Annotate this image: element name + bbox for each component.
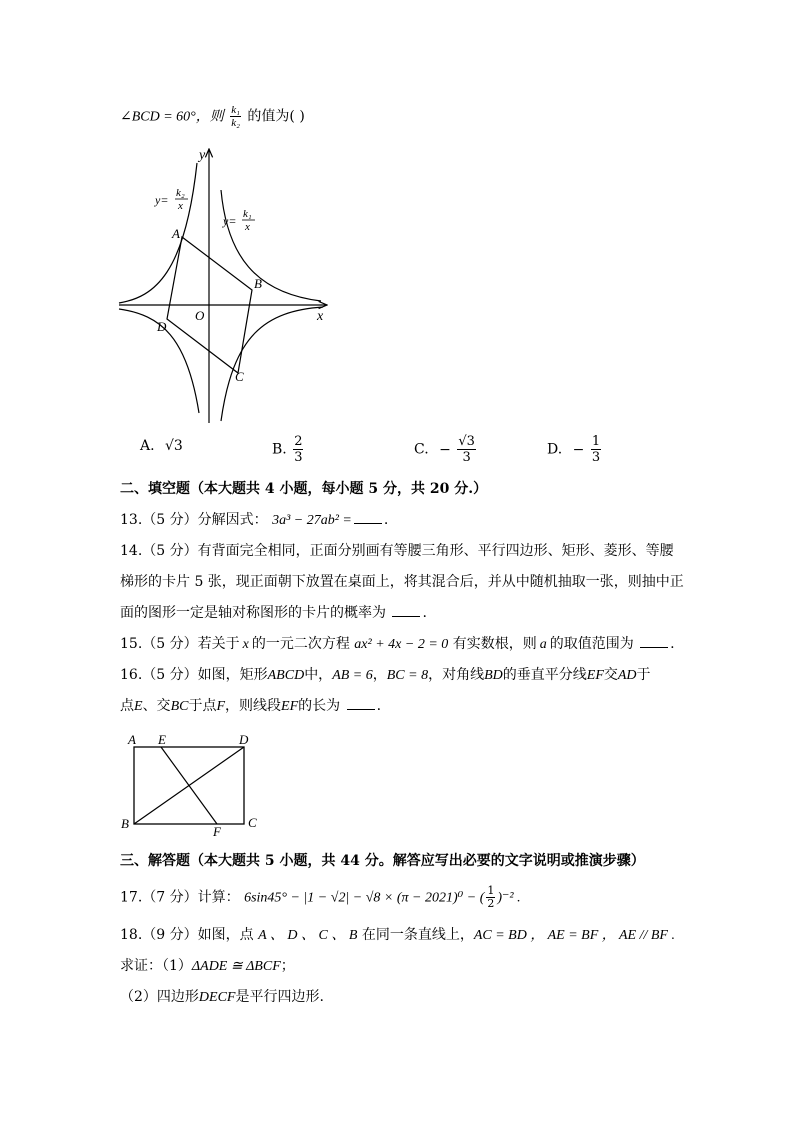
q14-end: . xyxy=(422,605,427,621)
option-b[interactable] xyxy=(272,434,305,465)
q16-ab: AB = 6 xyxy=(332,668,373,683)
q14-line1: 14.（5 分）有背面完全相同，正面分别画有等腰三角形、平行四边形、矩形、菱形、等腰 xyxy=(120,543,674,559)
point-d-label: D xyxy=(157,319,167,334)
option-c[interactable] xyxy=(414,434,478,465)
y-axis-label: y xyxy=(199,148,206,163)
point-a-label: A xyxy=(172,226,180,241)
q15-text2: 的一元二次方程 xyxy=(251,636,350,652)
q16-line2a: 点 xyxy=(120,698,134,714)
q16-e: E xyxy=(134,699,143,714)
option-a[interactable] xyxy=(140,438,183,454)
rect-label-f: F xyxy=(213,824,221,839)
q13-expr: 3a³ − 27ab² = xyxy=(272,513,352,528)
q15-text1: 15.（5 分）若关于 xyxy=(120,636,240,652)
q15-equation: ax² + 4x − 2 = 0 xyxy=(354,637,449,652)
q16-ef2: EF xyxy=(281,699,299,714)
option-a-label: A. xyxy=(140,438,155,454)
option-d-fraction xyxy=(591,434,601,465)
point-b-label: B xyxy=(254,276,262,291)
q16-line2b: 、交 xyxy=(142,698,171,714)
origin-label: O xyxy=(195,308,205,323)
q18-congruence: ΔADE ≅ ΔBCF xyxy=(191,959,281,974)
q16-line1d: 的垂直平分线 xyxy=(502,667,587,683)
option-b-label: B. xyxy=(272,441,287,458)
q12-line xyxy=(120,104,305,129)
q18-points: A 、 D 、 C 、 B xyxy=(258,928,358,943)
curve-right-den: x xyxy=(245,221,250,233)
option-c-fraction xyxy=(457,434,476,465)
curve-left-eq: y= xyxy=(155,193,169,207)
q16-line1e: 交 xyxy=(603,667,618,683)
rect-label-c: C xyxy=(248,815,257,830)
q13-end: . xyxy=(383,512,389,528)
q16-bc2: BC xyxy=(170,699,189,714)
q18-line3a: （2）四边形 xyxy=(120,989,199,1005)
q12-fraction xyxy=(230,104,241,129)
option-d-label: D. xyxy=(547,441,563,458)
q16-ef: EF xyxy=(586,668,604,683)
q15-blank[interactable] xyxy=(640,635,668,648)
q12-prefix: ∠BCD = 60°，则 xyxy=(120,109,224,125)
option-c-sign: − xyxy=(439,441,451,458)
rect-label-d: D xyxy=(239,732,249,747)
q16-blank[interactable] xyxy=(347,697,375,710)
q18-quad: DECF xyxy=(198,990,236,1005)
q14-blank[interactable] xyxy=(392,604,420,617)
hyperbola-figure xyxy=(115,145,335,430)
q14-line3 xyxy=(120,604,427,622)
q16-bd: BD xyxy=(484,668,503,683)
q18-line3 xyxy=(120,988,324,1007)
q15-var-x: x xyxy=(242,637,249,652)
q17-expr-end: )⁻² . xyxy=(497,890,521,906)
curve-k2-q4 xyxy=(221,307,323,421)
q16-line1c: ，对角线 xyxy=(428,667,485,683)
q18-conditions: AC = BD ， AE = BF ， AE // BF . xyxy=(473,928,675,943)
section-3-heading: 三、解答题（本大题共 5 小题，共 44 分。解答应写出必要的文字说明或推演步骤） xyxy=(120,853,645,869)
q16-line1 xyxy=(120,666,651,685)
q16-line1f: 于 xyxy=(636,667,651,683)
option-d-den: 3 xyxy=(591,450,601,465)
option-d-sign: − xyxy=(572,441,585,458)
q16-end: . xyxy=(376,698,382,714)
q18-line2a: 求证：（1） xyxy=(120,958,192,974)
q15-end: . xyxy=(670,636,675,652)
curve-k1-q1 xyxy=(221,190,321,301)
option-d-num: 1 xyxy=(591,434,601,449)
q16-line2 xyxy=(120,697,381,716)
option-b-den: 3 xyxy=(294,450,303,465)
segment-ef xyxy=(161,747,217,824)
q16-line1b: 中， xyxy=(304,667,333,683)
q16-f: F xyxy=(216,699,226,714)
q16-bc: BC = 8 xyxy=(386,668,429,683)
q12-suffix: 的值为( ) xyxy=(247,108,305,125)
rect-label-b: B xyxy=(121,816,129,831)
option-d[interactable] xyxy=(547,434,603,465)
q14-line3-text: 面的图形一定是轴对称图形的卡片的概率为 xyxy=(120,605,386,621)
q15-var-a: a xyxy=(539,637,547,652)
q18-line2b: ； xyxy=(280,958,295,974)
q18-line2 xyxy=(120,957,295,976)
q17-frac-den: 2 xyxy=(487,897,495,910)
q18-line1 xyxy=(120,926,675,945)
q16-line2d: ，则线段 xyxy=(225,698,282,714)
q17-text: 17.（7 分）计算： xyxy=(120,889,240,906)
rectangle-figure xyxy=(118,728,268,840)
q12-frac-num: k₁ xyxy=(231,104,240,116)
q15-text4: 的取值范围为 xyxy=(549,636,634,652)
q16-ad: AD xyxy=(617,668,637,683)
q15-text3: 有实数根，则 xyxy=(452,636,537,652)
q16-rect: ABCD xyxy=(267,668,305,683)
q17-fraction xyxy=(486,885,495,910)
q16-line2e: 的长为 xyxy=(298,698,341,714)
q14-line2: 梯形的卡片 5 张，现正面朝下放置在桌面上，将其混合后，并从中随机抽取一张，则抽中正 xyxy=(120,574,684,590)
option-c-label: C. xyxy=(414,441,429,458)
curve-k2-q2 xyxy=(119,163,197,303)
section-2-heading: 二、填空题（本大题共 4 小题，每小题 5 分，共 20 分.） xyxy=(120,481,488,497)
q15 xyxy=(120,635,675,654)
x-axis-label: x xyxy=(317,309,324,324)
rect-label-a: A xyxy=(128,732,136,747)
curve-right-num: k₁ xyxy=(243,208,252,220)
q12-frac-den: k₂ xyxy=(231,117,240,129)
curve-left-den: x xyxy=(178,200,183,212)
q18-line3b: 是平行四边形. xyxy=(235,989,324,1005)
option-c-den: 3 xyxy=(462,450,471,465)
q18-line1b: 在同一条直线上， xyxy=(361,927,474,943)
option-c-num: √3 xyxy=(458,434,475,449)
q18-line1a: 18.（9 分）如图，点 xyxy=(120,927,254,943)
q17-expr: 6sin45° − |1 − √2| − √8 × (π − 2021)⁰ − ( xyxy=(244,890,485,906)
option-b-num: 2 xyxy=(294,434,303,449)
q13-blank[interactable] xyxy=(354,511,382,524)
rect-label-e: E xyxy=(158,732,166,747)
point-c-label: C xyxy=(235,369,244,384)
q13-text: 13.（5 分）分解因式： xyxy=(120,512,268,528)
curve-right-eq: y= xyxy=(223,214,237,228)
q16-line2c: 于点 xyxy=(188,698,217,714)
q16-line1a: 16.（5 分）如图，矩形 xyxy=(120,667,268,683)
q17-frac-num: 1 xyxy=(487,884,495,897)
option-b-fraction xyxy=(293,434,303,465)
option-a-value: √3 xyxy=(165,438,183,454)
curve-left-num: k₂ xyxy=(176,187,185,199)
q13 xyxy=(120,511,388,530)
q16-sep: ， xyxy=(372,667,387,683)
q17 xyxy=(120,885,521,910)
